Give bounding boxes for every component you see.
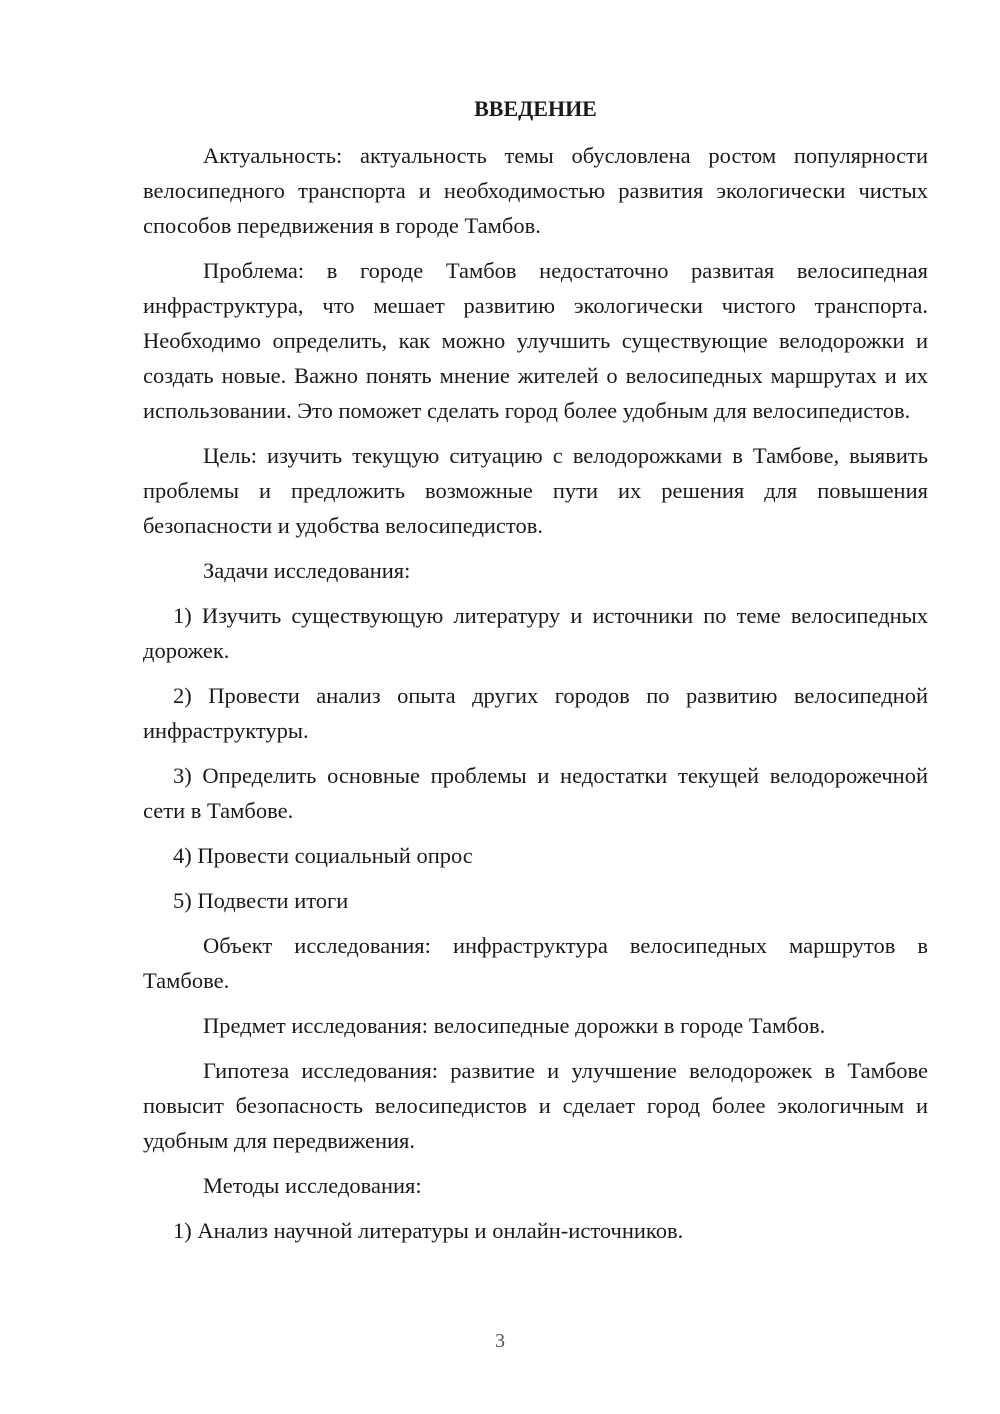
task-item-4: 4) Провести социальный опрос [173,843,473,868]
paragraph-object: Объект исследования: инфраструктура велосипедных маршрутов в Тамбове. [143,933,928,993]
task-item-5: 5) Подвести итоги [173,888,349,913]
document-page [143,90,928,1258]
method-item-1: 1) Анализ научной литературы и онлайн-источников. [173,1218,684,1243]
paragraph-relevance: Актуальность: актуальность темы обусловлена ростом популярности велосипедного транспорта и необходимостью развития экологически чистых способов передвижения в городе Тамбов. [143,143,928,238]
paragraph-problem: Проблема: в городе Тамбов недостаточно развитая велосипедная инфраструктура, что мешает развитию экологически чистого транспорта. Необходимо определить, как можно улучшить существующие велодорожки и создать новые. Важно понять мнение жителей о велосипедных маршрутах и их использовании. Это поможет сделать город более удобным для велосипедистов. [143,258,928,423]
methods-heading: Методы исследования: [203,1173,422,1198]
task-item-2: 2) Провести анализ опыта других городов по развитию велосипедной инфраструктуры. [143,683,928,743]
page-number: 3 [495,1330,505,1352]
section-title: ВВЕДЕНИЕ [474,96,597,121]
paragraph-subject: Предмет исследования: велосипедные дорожки в городе Тамбов. [203,1013,826,1038]
task-item-3: 3) Определить основные проблемы и недостатки текущей велодорожечной сети в Тамбове. [143,763,928,823]
paragraph-hypothesis: Гипотеза исследования: развитие и улучшение велодорожек в Тамбове повысит безопасность велосипедистов и сделает город более экологичным и удобным для передвижения. [143,1058,928,1153]
paragraph-goal: Цель: изучить текущую ситуацию с велодорожками в Тамбове, выявить проблемы и предложить возможные пути их решения для повышения безопасности и удобства велосипедистов. [143,443,928,538]
task-item-1: 1) Изучить существующую литературу и источники по теме велосипедных дорожек. [143,603,928,663]
tasks-heading: Задачи исследования: [203,558,411,583]
